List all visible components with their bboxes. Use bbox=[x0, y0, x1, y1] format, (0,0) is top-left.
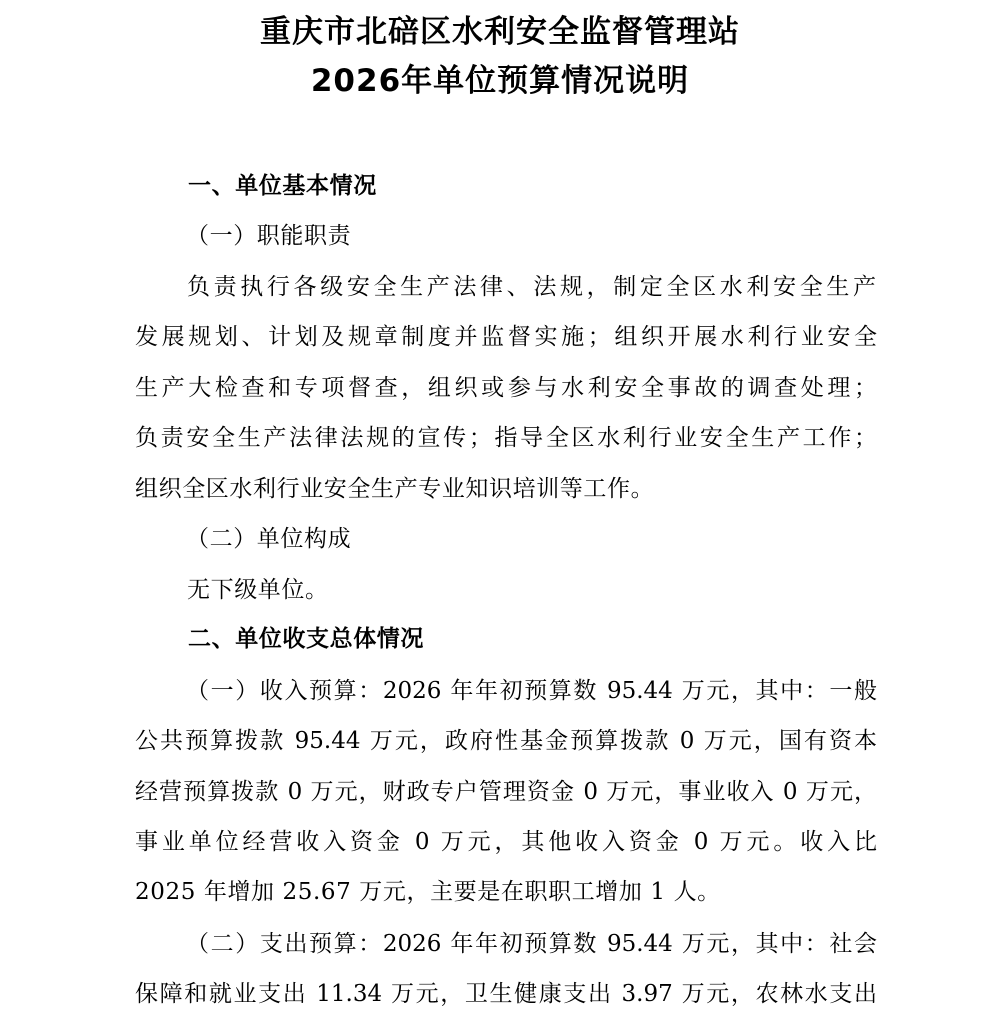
composition-paragraph: 无下级单位。 bbox=[187, 577, 329, 603]
duties-paragraph-line-2: 发展规划、计划及规章制度并监督实施；组织开展水利行业安全 bbox=[135, 324, 877, 350]
subsection-heading-duties: （一）职能职责 bbox=[186, 223, 352, 249]
section-heading-budget-overview: 二、单位收支总体情况 bbox=[188, 626, 424, 652]
expense-paragraph-line-2: 保障和就业支出 11.34 万元，卫生健康支出 3.97 万元，农林水支出 bbox=[135, 981, 877, 1007]
section-heading-basic-info: 一、单位基本情况 bbox=[188, 173, 377, 199]
document-title-line-1: 重庆市北碚区水利安全监督管理站 bbox=[260, 14, 740, 50]
duties-paragraph-line-4: 负责安全生产法律法规的宣传；指导全区水利行业安全生产工作； bbox=[135, 425, 877, 451]
expense-paragraph-line-1: （二）支出预算：2026 年年初预算数 95.44 万元，其中：社会 bbox=[186, 931, 877, 957]
duties-paragraph-line-1: 负责执行各级安全生产法律、法规，制定全区水利安全生产 bbox=[187, 274, 876, 300]
duties-paragraph-line-3: 生产大检查和专项督查，组织或参与水利安全事故的调查处理； bbox=[135, 375, 877, 401]
document-title-line-2: 2026年单位预算情况说明 bbox=[310, 63, 690, 99]
subsection-heading-composition: （二）单位构成 bbox=[186, 526, 352, 552]
income-paragraph-line-2: 公共预算拨款 95.44 万元，政府性基金预算拨款 0 万元，国有资本 bbox=[135, 728, 877, 754]
income-paragraph-line-4: 事业单位经营收入资金 0 万元，其他收入资金 0 万元。收入比 bbox=[135, 829, 877, 855]
income-paragraph-line-1: （一）收入预算：2026 年年初预算数 95.44 万元，其中：一般 bbox=[186, 678, 877, 704]
income-paragraph-line-5: 2025 年增加 25.67 万元，主要是在职职工增加 1 人。 bbox=[135, 879, 721, 905]
income-paragraph-line-3: 经营预算拨款 0 万元，财政专户管理资金 0 万元，事业收入 0 万元， bbox=[135, 779, 877, 805]
duties-paragraph-line-5: 组织全区水利行业安全生产专业知识培训等工作。 bbox=[135, 476, 655, 502]
